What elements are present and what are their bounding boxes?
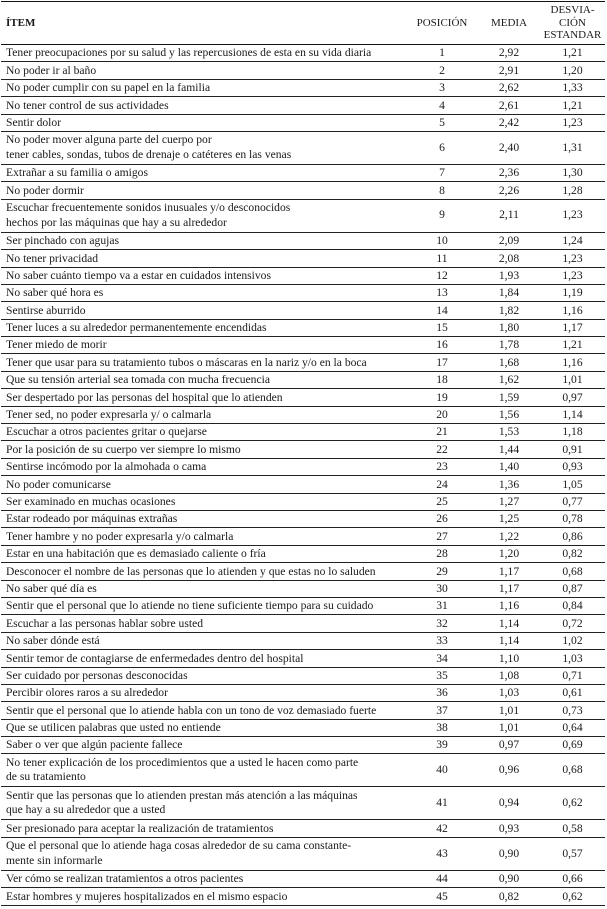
table-row bbox=[1, 164, 605, 181]
table-row bbox=[1, 424, 605, 441]
cell-media: 0,90 bbox=[478, 837, 540, 870]
cell-media: 2,92 bbox=[478, 45, 540, 62]
cell-desviacion: 1,02 bbox=[540, 632, 605, 649]
cell-desviacion: 1,03 bbox=[540, 650, 605, 667]
cell-media: 1,53 bbox=[478, 424, 540, 441]
cell-desviacion: 0,64 bbox=[540, 719, 605, 736]
cell-item: No poder dormir bbox=[1, 182, 406, 199]
cell-media: 1,78 bbox=[478, 337, 540, 354]
cell-item: No saber cuánto tiempo va a estar en cuidados intensivos bbox=[1, 267, 406, 284]
cell-item: No saber dónde está bbox=[1, 632, 406, 649]
cell-item: No poder cumplir con su papel en la familia bbox=[1, 79, 406, 96]
cell-posicion: 8 bbox=[406, 182, 478, 199]
cell-item: Ser presionado para aceptar la realización de tratamientos bbox=[1, 820, 406, 837]
cell-posicion: 39 bbox=[406, 737, 478, 754]
cell-desviacion: 1,31 bbox=[540, 131, 605, 164]
cell-posicion: 14 bbox=[406, 302, 478, 319]
cell-media: 2,08 bbox=[478, 250, 540, 267]
cell-desviacion: 1,18 bbox=[540, 424, 605, 441]
table-row bbox=[1, 787, 605, 820]
cell-desviacion: 0,73 bbox=[540, 702, 605, 719]
table-row bbox=[1, 371, 605, 388]
cell-posicion: 2 bbox=[406, 62, 478, 79]
cell-desviacion: 1,33 bbox=[540, 79, 605, 96]
cell-posicion: 19 bbox=[406, 389, 478, 406]
cell-item-line1: Que el personal que lo atiende haga cosas alrededor de su cama constante- bbox=[6, 839, 352, 853]
cell-item-line1: Sentir que las personas que lo atienden prestan más atención a las máquinas bbox=[6, 788, 358, 802]
table-row bbox=[1, 493, 605, 510]
table-row bbox=[1, 458, 605, 475]
cell-desviacion: 0,78 bbox=[540, 510, 605, 527]
header-media: MEDIA bbox=[490, 16, 528, 29]
cell-desviacion: 0,72 bbox=[540, 615, 605, 632]
table-row bbox=[1, 528, 605, 545]
cell-item bbox=[1, 131, 406, 164]
cell-desviacion: 0,93 bbox=[540, 458, 605, 475]
cell-posicion: 10 bbox=[406, 232, 478, 249]
cell-posicion: 37 bbox=[406, 702, 478, 719]
cell-posicion: 21 bbox=[406, 424, 478, 441]
cell-posicion: 23 bbox=[406, 458, 478, 475]
cell-desviacion: 1,23 bbox=[540, 267, 605, 284]
cell-posicion: 12 bbox=[406, 267, 478, 284]
cell-item: Estar hombres y mujeres hospitalizados en el mismo espacio bbox=[1, 888, 406, 905]
cell-item: Sentirse incómodo por la almohada o cama bbox=[1, 458, 406, 475]
cell-item: Por la posición de su cuerpo ver siempre lo mismo bbox=[1, 441, 406, 458]
cell-desviacion: 0,84 bbox=[540, 597, 605, 614]
table-row bbox=[1, 650, 605, 667]
cell-item: No saber qué hora es bbox=[1, 284, 406, 301]
cell-desviacion: 0,68 bbox=[540, 754, 605, 787]
cell-item: No tener control de sus actividades bbox=[1, 97, 406, 114]
cell-item: Tener luces a su alrededor permanentemente encendidas bbox=[1, 319, 406, 336]
cell-item bbox=[1, 837, 406, 870]
cell-posicion: 28 bbox=[406, 545, 478, 562]
cell-desviacion: 1,20 bbox=[540, 62, 605, 79]
cell-item-line2: hechos por las máquinas que hay a su alrededor bbox=[6, 215, 227, 229]
cell-desviacion: 0,62 bbox=[540, 888, 605, 905]
cell-desviacion: 0,62 bbox=[540, 787, 605, 820]
cell-media: 2,42 bbox=[478, 114, 540, 131]
cell-media: 2,61 bbox=[478, 97, 540, 114]
cell-posicion: 42 bbox=[406, 820, 478, 837]
cell-item: Sentirse aburrido bbox=[1, 302, 406, 319]
table-row bbox=[1, 284, 605, 301]
cell-desviacion: 0,66 bbox=[540, 870, 605, 887]
cell-desviacion: 0,97 bbox=[540, 389, 605, 406]
cell-posicion: 34 bbox=[406, 650, 478, 667]
table-row bbox=[1, 406, 605, 423]
table-row bbox=[1, 131, 605, 164]
cell-media: 0,82 bbox=[478, 888, 540, 905]
table-header bbox=[1, 2, 605, 45]
cell-desviacion: 1,19 bbox=[540, 284, 605, 301]
cell-posicion: 27 bbox=[406, 528, 478, 545]
table-container bbox=[0, 1, 607, 906]
cell-media: 1,17 bbox=[478, 580, 540, 597]
table-row bbox=[1, 888, 605, 905]
table-row bbox=[1, 870, 605, 887]
table-row bbox=[1, 754, 605, 787]
cell-item: Escuchar a las personas hablar sobre usted bbox=[1, 615, 406, 632]
cell-media: 1,27 bbox=[478, 493, 540, 510]
cell-item-line2: que hay a su alrededor que a usted bbox=[6, 803, 166, 817]
cell-item: Tener que usar para su tratamiento tubos o máscaras en la nariz y/o en la boca bbox=[1, 354, 406, 371]
cell-item: Que se utilicen palabras que usted no entiende bbox=[1, 719, 406, 736]
table-row bbox=[1, 476, 605, 493]
table-row bbox=[1, 837, 605, 870]
cell-posicion: 6 bbox=[406, 131, 478, 164]
cell-media: 1,84 bbox=[478, 284, 540, 301]
cell-item: Ser pinchado con agujas bbox=[1, 232, 406, 249]
cell-desviacion: 1,01 bbox=[540, 371, 605, 388]
table-row bbox=[1, 199, 605, 232]
cell-posicion: 3 bbox=[406, 79, 478, 96]
table-row bbox=[1, 62, 605, 79]
table-row bbox=[1, 597, 605, 614]
cell-desviacion: 1,21 bbox=[540, 337, 605, 354]
cell-posicion: 40 bbox=[406, 754, 478, 787]
cell-item-line1: No tener explicación de los procedimientos que a usted le hacen como parte bbox=[6, 755, 359, 769]
table-row bbox=[1, 302, 605, 319]
cell-media: 2,36 bbox=[478, 164, 540, 181]
cell-posicion: 17 bbox=[406, 354, 478, 371]
cell-item: Escuchar a otros pacientes gritar o quejarse bbox=[1, 424, 406, 441]
cell-media: 1,59 bbox=[478, 389, 540, 406]
cell-desviacion: 0,68 bbox=[540, 563, 605, 580]
header-row bbox=[1, 2, 605, 45]
cell-item: No poder ir al baño bbox=[1, 62, 406, 79]
cell-item: Desconocer el nombre de las personas que lo atienden y que estas no lo saluden bbox=[1, 563, 406, 580]
cell-posicion: 38 bbox=[406, 719, 478, 736]
cell-media: 1,14 bbox=[478, 632, 540, 649]
cell-desviacion: 1,21 bbox=[540, 45, 605, 62]
cell-desviacion: 1,24 bbox=[540, 232, 605, 249]
cell-media: 1,36 bbox=[478, 476, 540, 493]
table-row bbox=[1, 632, 605, 649]
table-row bbox=[1, 441, 605, 458]
cell-media: 1,01 bbox=[478, 702, 540, 719]
cell-desviacion: 0,57 bbox=[540, 837, 605, 870]
cell-item: Sentir temor de contagiarse de enfermedades dentro del hospital bbox=[1, 650, 406, 667]
cell-media: 0,94 bbox=[478, 787, 540, 820]
cell-posicion: 11 bbox=[406, 250, 478, 267]
cell-posicion: 20 bbox=[406, 406, 478, 423]
table-row bbox=[1, 389, 605, 406]
cell-posicion: 43 bbox=[406, 837, 478, 870]
cell-posicion: 5 bbox=[406, 114, 478, 131]
cell-media: 1,40 bbox=[478, 458, 540, 475]
cell-media: 2,62 bbox=[478, 79, 540, 96]
cell-media: 1,68 bbox=[478, 354, 540, 371]
cell-posicion: 16 bbox=[406, 337, 478, 354]
cell-desviacion: 0,82 bbox=[540, 545, 605, 562]
cell-item: Que su tensión arterial sea tomada con mucha frecuencia bbox=[1, 371, 406, 388]
cell-item: Sentir que el personal que lo atiende habla con un tono de voz demasiado fuerte bbox=[1, 702, 406, 719]
cell-posicion: 44 bbox=[406, 870, 478, 887]
cell-media: 2,91 bbox=[478, 62, 540, 79]
cell-posicion: 22 bbox=[406, 441, 478, 458]
cell-desviacion: 1,23 bbox=[540, 199, 605, 232]
cell-media: 1,56 bbox=[478, 406, 540, 423]
table-row bbox=[1, 79, 605, 96]
table-row bbox=[1, 45, 605, 62]
cell-posicion: 24 bbox=[406, 476, 478, 493]
header-item: ÍTEM bbox=[6, 16, 36, 29]
table-row bbox=[1, 737, 605, 754]
table-row bbox=[1, 182, 605, 199]
table-row bbox=[1, 719, 605, 736]
cell-media: 1,82 bbox=[478, 302, 540, 319]
cell-item: No poder comunicarse bbox=[1, 476, 406, 493]
cell-item-line1: Escuchar frecuentemente sonidos inusuales y/o desconocidos bbox=[6, 201, 291, 215]
cell-posicion: 26 bbox=[406, 510, 478, 527]
cell-media: 1,08 bbox=[478, 667, 540, 684]
cell-media: 1,10 bbox=[478, 650, 540, 667]
cell-desviacion: 1,23 bbox=[540, 114, 605, 131]
cell-item: Sentir que el personal que lo atiende no tiene suficiente tiempo para su cuidado bbox=[1, 597, 406, 614]
cell-item bbox=[1, 787, 406, 820]
cell-desviacion: 1,30 bbox=[540, 164, 605, 181]
cell-item: Tener hambre y no poder expresarla y/o calmarla bbox=[1, 528, 406, 545]
header-desviacion-line1: DESVIA- bbox=[550, 4, 595, 17]
cell-desviacion: 1,05 bbox=[540, 476, 605, 493]
cell-media: 0,97 bbox=[478, 737, 540, 754]
cell-media: 0,93 bbox=[478, 820, 540, 837]
cell-posicion: 30 bbox=[406, 580, 478, 597]
cell-posicion: 18 bbox=[406, 371, 478, 388]
table-row bbox=[1, 510, 605, 527]
table-row bbox=[1, 820, 605, 837]
header-posicion: POSICIÓN bbox=[416, 16, 468, 29]
cell-media: 1,62 bbox=[478, 371, 540, 388]
cell-media: 0,96 bbox=[478, 754, 540, 787]
cell-media: 1,16 bbox=[478, 597, 540, 614]
cell-item: Percibir olores raros a su alrededor bbox=[1, 684, 406, 701]
cell-posicion: 45 bbox=[406, 888, 478, 905]
cell-item: Tener sed, no poder expresarla y/ o calmarla bbox=[1, 406, 406, 423]
table-row bbox=[1, 354, 605, 371]
table-row bbox=[1, 232, 605, 249]
cell-desviacion: 1,28 bbox=[540, 182, 605, 199]
cell-media: 2,09 bbox=[478, 232, 540, 249]
cell-desviacion: 1,16 bbox=[540, 302, 605, 319]
cell-desviacion: 1,16 bbox=[540, 354, 605, 371]
cell-media: 0,90 bbox=[478, 870, 540, 887]
cell-desviacion: 0,87 bbox=[540, 580, 605, 597]
header-desviacion bbox=[540, 2, 605, 45]
cell-item: Ser examinado en muchas ocasiones bbox=[1, 493, 406, 510]
table-row bbox=[1, 267, 605, 284]
cell-desviacion: 0,69 bbox=[540, 737, 605, 754]
cell-item bbox=[1, 754, 406, 787]
cell-item: Estar rodeado por máquinas extrañas bbox=[1, 510, 406, 527]
table-row bbox=[1, 615, 605, 632]
cell-posicion: 41 bbox=[406, 787, 478, 820]
cell-item: Ser despertado por las personas del hospital que lo atienden bbox=[1, 389, 406, 406]
cell-item bbox=[1, 199, 406, 232]
table-row bbox=[1, 545, 605, 562]
cell-item: No tener privacidad bbox=[1, 250, 406, 267]
cell-media: 1,17 bbox=[478, 563, 540, 580]
cell-posicion: 32 bbox=[406, 615, 478, 632]
cell-media: 1,22 bbox=[478, 528, 540, 545]
cell-media: 2,11 bbox=[478, 199, 540, 232]
cell-media: 1,93 bbox=[478, 267, 540, 284]
table-row bbox=[1, 97, 605, 114]
table-row bbox=[1, 337, 605, 354]
cell-media: 1,14 bbox=[478, 615, 540, 632]
cell-media: 1,25 bbox=[478, 510, 540, 527]
cell-item: Saber o ver que algún paciente fallece bbox=[1, 737, 406, 754]
cell-item: Estar en una habitación que es demasiado caliente o fría bbox=[1, 545, 406, 562]
table-row bbox=[1, 684, 605, 701]
cell-item-line2: mente sin informarle bbox=[6, 853, 103, 867]
cell-item-line1: No poder mover alguna parte del cuerpo por bbox=[6, 133, 212, 147]
cell-posicion: 31 bbox=[406, 597, 478, 614]
cell-desviacion: 0,91 bbox=[540, 441, 605, 458]
cell-posicion: 36 bbox=[406, 684, 478, 701]
cell-posicion: 9 bbox=[406, 199, 478, 232]
table-row bbox=[1, 667, 605, 684]
cell-item: Ser cuidado por personas desconocidas bbox=[1, 667, 406, 684]
cell-desviacion: 0,61 bbox=[540, 684, 605, 701]
table-row bbox=[1, 580, 605, 597]
cell-item: No saber qué día es bbox=[1, 580, 406, 597]
header-desviacion-line3: ESTANDAR bbox=[543, 29, 602, 42]
cell-desviacion: 1,17 bbox=[540, 319, 605, 336]
cell-posicion: 29 bbox=[406, 563, 478, 580]
cell-posicion: 15 bbox=[406, 319, 478, 336]
table-row bbox=[1, 563, 605, 580]
cell-media: 1,20 bbox=[478, 545, 540, 562]
cell-posicion: 13 bbox=[406, 284, 478, 301]
cell-media: 2,40 bbox=[478, 131, 540, 164]
table-row bbox=[1, 319, 605, 336]
cell-media: 2,26 bbox=[478, 182, 540, 199]
stressors-table bbox=[1, 1, 605, 906]
cell-media: 1,01 bbox=[478, 719, 540, 736]
cell-posicion: 1 bbox=[406, 45, 478, 62]
cell-item: Tener miedo de morir bbox=[1, 337, 406, 354]
cell-item: Sentir dolor bbox=[1, 114, 406, 131]
cell-item-line2: de su tratamiento bbox=[6, 770, 86, 784]
table-row bbox=[1, 702, 605, 719]
cell-desviacion: 1,21 bbox=[540, 97, 605, 114]
cell-item: Tener preocupaciones por su salud y las repercusiones de esta en su vida diaria bbox=[1, 45, 406, 62]
cell-desviacion: 0,58 bbox=[540, 820, 605, 837]
table-body bbox=[1, 45, 605, 906]
cell-posicion: 35 bbox=[406, 667, 478, 684]
cell-posicion: 25 bbox=[406, 493, 478, 510]
cell-desviacion: 1,23 bbox=[540, 250, 605, 267]
cell-item: Ver cómo se realizan tratamientos a otros pacientes bbox=[1, 870, 406, 887]
cell-desviacion: 0,77 bbox=[540, 493, 605, 510]
cell-desviacion: 0,71 bbox=[540, 667, 605, 684]
header-desviacion-line2: CIÓN bbox=[559, 16, 586, 29]
table-row bbox=[1, 250, 605, 267]
cell-media: 1,03 bbox=[478, 684, 540, 701]
cell-desviacion: 0,86 bbox=[540, 528, 605, 545]
cell-media: 1,80 bbox=[478, 319, 540, 336]
cell-desviacion: 1,14 bbox=[540, 406, 605, 423]
cell-item: Extrañar a su familia o amigos bbox=[1, 164, 406, 181]
cell-posicion: 7 bbox=[406, 164, 478, 181]
table-row bbox=[1, 114, 605, 131]
cell-posicion: 33 bbox=[406, 632, 478, 649]
cell-posicion: 4 bbox=[406, 97, 478, 114]
cell-media: 1,44 bbox=[478, 441, 540, 458]
cell-item-line2: tener cables, sondas, tubos de drenaje o catéteres en las venas bbox=[6, 147, 292, 161]
